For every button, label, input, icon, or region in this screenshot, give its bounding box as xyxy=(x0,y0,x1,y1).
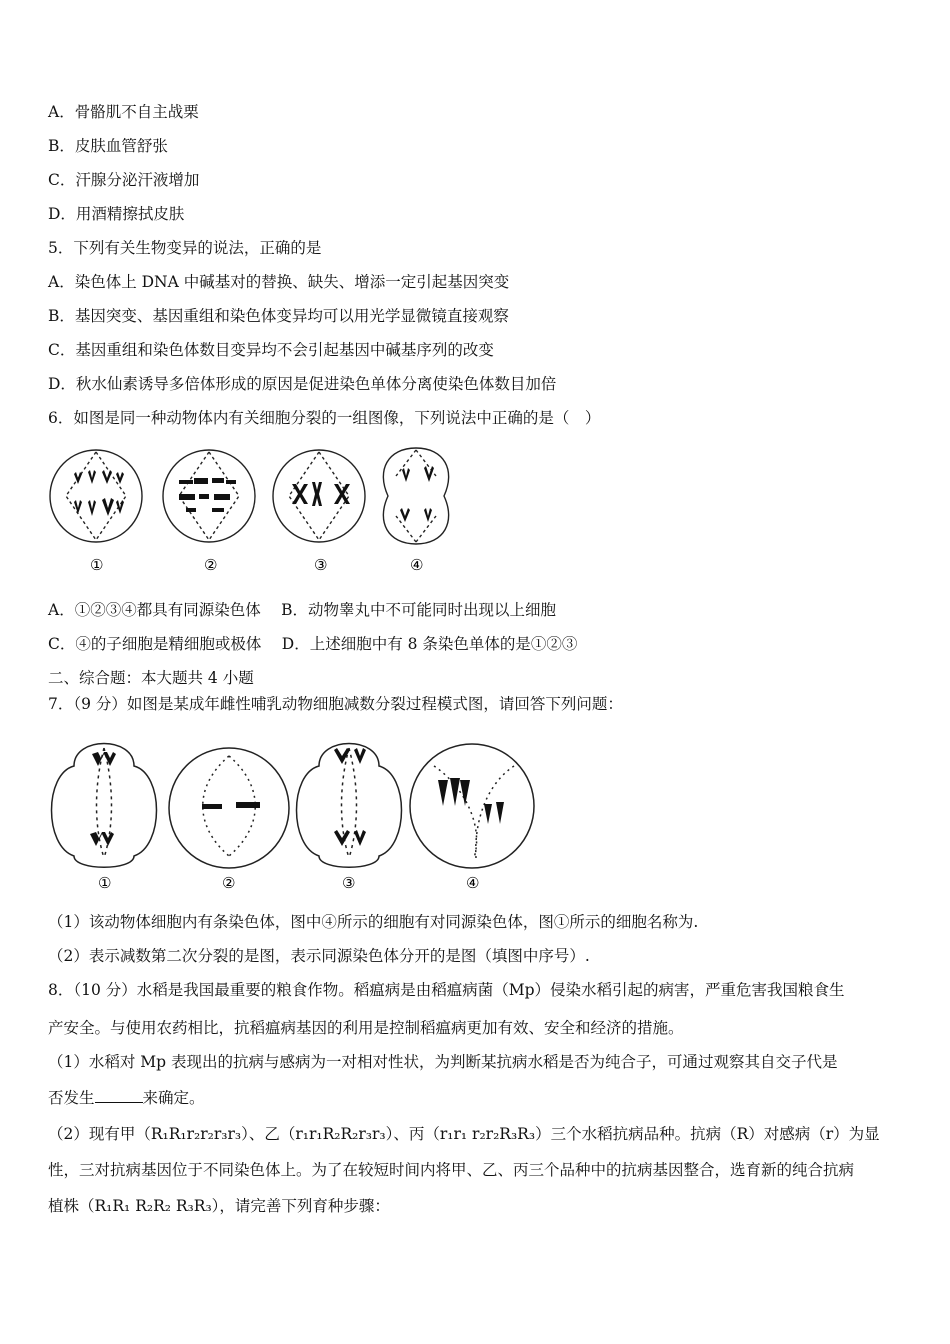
q7-label-1: ① xyxy=(98,874,112,892)
q7-cell-1 xyxy=(52,744,157,868)
q7-figure xyxy=(44,726,544,896)
q5-option-c: C．基因重组和染色体数目变异均不会引起基因中碱基序列的改变 xyxy=(48,341,494,359)
answer-blank[interactable] xyxy=(95,1088,143,1103)
q8-part1-line2 xyxy=(48,1088,205,1108)
q8-part2-line2: 性，三对抗病基因位于不同染色体上。为了在较短时间内将甲、乙、丙三个品种中的抗病基因整合，选育新的纯合抗病 xyxy=(48,1161,855,1179)
q6-label-1: ① xyxy=(90,556,104,574)
q6-cell-4 xyxy=(383,448,448,544)
q8-part1-line2-a: 否发生 xyxy=(48,1089,95,1107)
q5-option-a: A．染色体上 DNA 中碱基对的替换、缺失、增添一定引起基因突变 xyxy=(48,273,510,291)
q6-label-2: ② xyxy=(204,556,218,574)
q8-part1-line1: （1）水稻对 Mp 表现出的抗病与感病为一对相对性状，为判断某抗病水稻是否为纯合子，可通过观察其自交子代是 xyxy=(48,1053,838,1071)
q8-part2-line1: （2）现有甲（R₁R₁r₂r₂r₃r₃）、乙（r₁r₁R₂R₂r₃r₃）、丙（r₁r₁ r₂r₂R₃R₃）三个水稻抗病品种。抗病（R）对感病（r）为显 xyxy=(48,1125,880,1143)
q5-stem: 5．下列有关生物变异的说法，正确的是 xyxy=(48,239,322,257)
q6-label-3: ③ xyxy=(314,556,328,574)
q5-option-b: B．基因突变、基因重组和染色体变异均可以用光学显微镜直接观察 xyxy=(48,307,509,325)
q6-options-row1: A．①②③④都具有同源染色体 B．动物睾丸中不可能同时出现以上细胞 xyxy=(48,601,557,619)
q7-label-2: ② xyxy=(222,874,236,892)
q6-stem: 6．如图是同一种动物体内有关细胞分裂的一组图像，下列说法中正确的是（ ） xyxy=(48,409,601,427)
q7-label-3: ③ xyxy=(342,874,356,892)
q6-label-4: ④ xyxy=(410,556,424,574)
q7-label-4: ④ xyxy=(466,874,480,892)
q5-option-d: D．秋水仙素诱导多倍体形成的原因是促进染色单体分离使染色体数目加倍 xyxy=(48,375,557,393)
q7-part-1: （1）该动物体细胞内有条染色体，图中④所示的细胞有对同源染色体，图①所示的细胞名称为. xyxy=(48,913,699,931)
q8-stem-line2: 产安全。与使用农药相比，抗稻瘟病基因的利用是控制稻瘟病更加有效、安全和经济的措施。 xyxy=(48,1019,684,1037)
q7-stem: 7．（9 分）如图是某成年雌性哺乳动物细胞减数分裂过程模式图，请回答下列问题： xyxy=(48,695,623,713)
q7-cell-2 xyxy=(169,748,289,868)
q6-figure xyxy=(44,440,464,580)
q6-cell-1 xyxy=(50,450,142,542)
q4-option-c: C．汗腺分泌汗液增加 xyxy=(48,171,200,189)
q4-option-d: D．用酒精擦拭皮肤 xyxy=(48,205,185,223)
q4-option-a: A．骨骼肌不自主战栗 xyxy=(48,103,199,121)
q8-stem-line1: 8．（10 分）水稻是我国最重要的粮食作物。稻瘟病是由稻瘟病菌（Mp）侵染水稻引起的病害，严重危害我国粮食生 xyxy=(48,981,845,999)
q7-cell-4 xyxy=(410,744,534,868)
q8-part2-line3: 植株（R₁R₁ R₂R₂ R₃R₃），请完善下列育种步骤： xyxy=(48,1197,390,1215)
q7-part-2: （2）表示减数第二次分裂的是图，表示同源染色体分开的是图（填图中序号）. xyxy=(48,947,590,965)
q6-options-row2: C．④的子细胞是精细胞或极体 D．上述细胞中有 8 条染色单体的是①②③ xyxy=(48,635,578,653)
q7-cell-3 xyxy=(297,744,402,868)
section-2-heading: 二、综合题：本大题共 4 小题 xyxy=(48,669,254,687)
q4-option-b: B．皮肤血管舒张 xyxy=(48,137,168,155)
q8-part1-line2-b: 来确定。 xyxy=(142,1089,205,1107)
